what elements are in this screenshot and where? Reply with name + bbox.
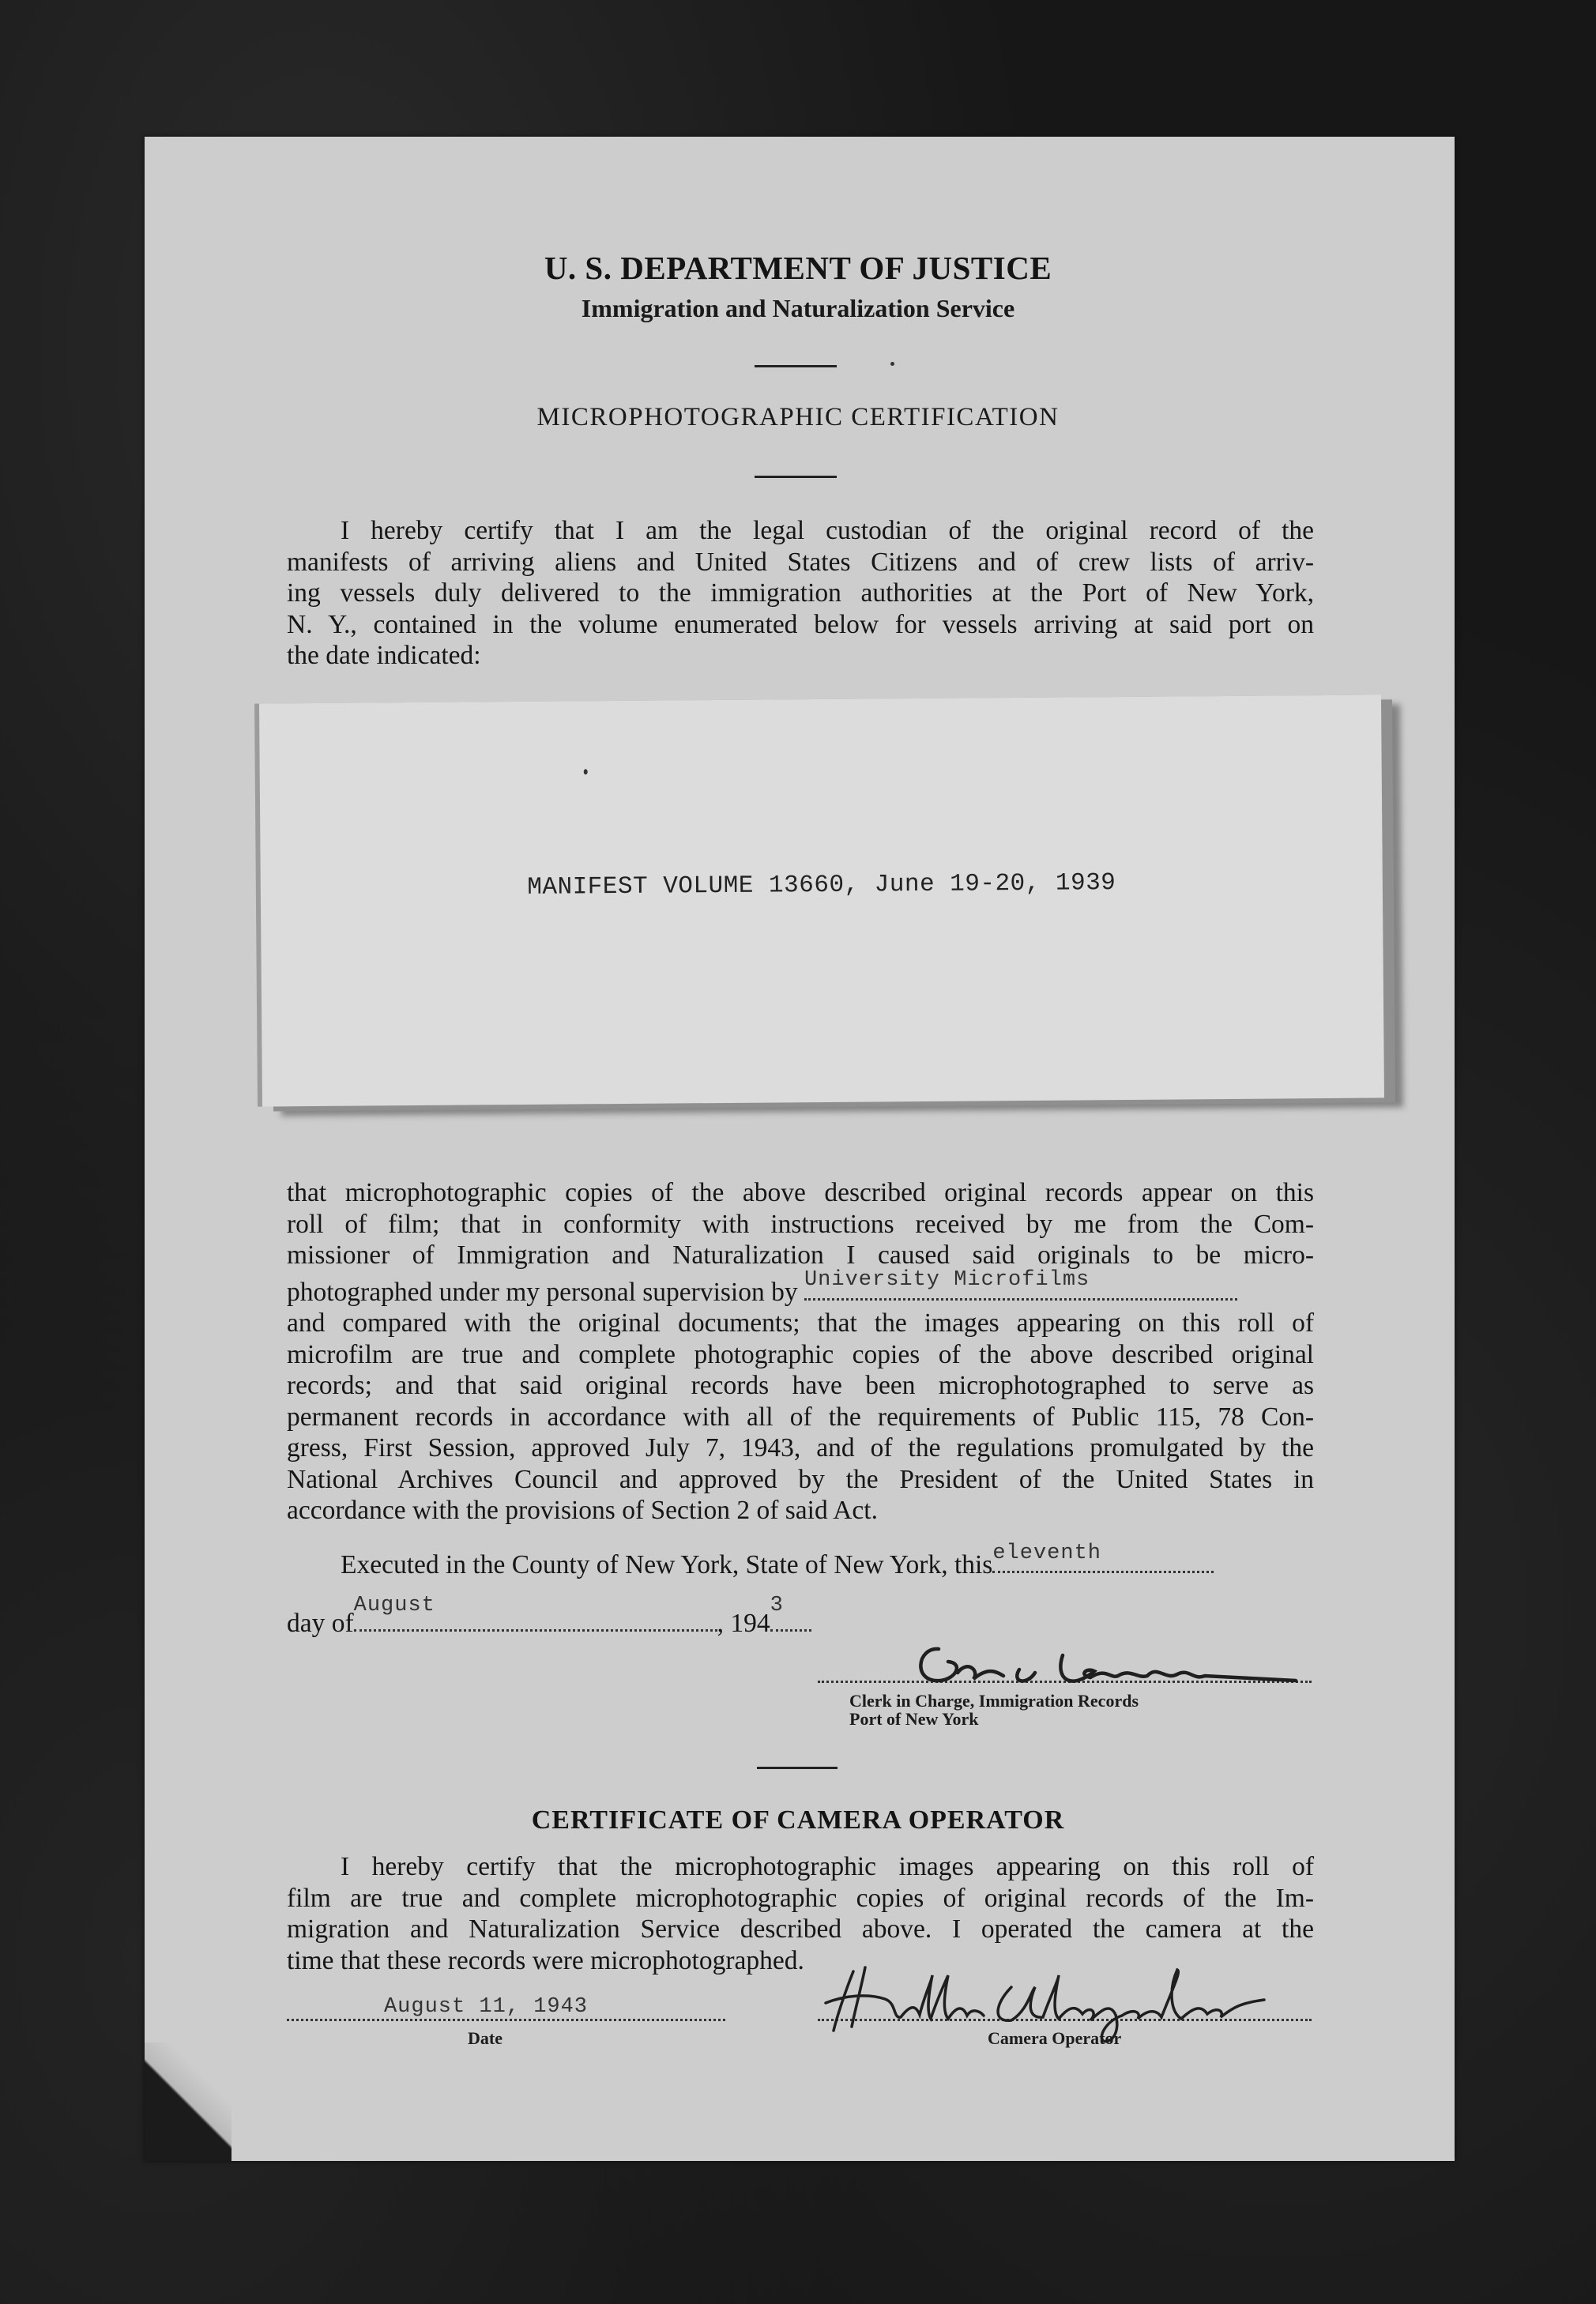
supervision-prefix: photographed under my personal supervision by bbox=[287, 1277, 798, 1307]
certification-title: MICROPHOTOGRAPHIC CERTIFICATION bbox=[536, 403, 1060, 431]
intro-paragraph bbox=[287, 515, 1314, 672]
body-line: gress, First Session, approved July 7, 1943, and of the regulations promulgated by the bbox=[287, 1433, 1314, 1463]
service-subheading: Immigration and Naturalization Service bbox=[581, 294, 1015, 322]
manifest-slip bbox=[259, 695, 1384, 1106]
year-prefix: , 194 bbox=[717, 1609, 770, 1638]
date-signature-line bbox=[287, 2019, 725, 2021]
intro-line: N. Y., contained in the volume enumerated below for vessels arriving at said port on bbox=[287, 609, 1314, 639]
supervision-line bbox=[287, 1268, 1314, 1308]
year-field bbox=[770, 1593, 811, 1632]
body-line: missioner of Immigration and Naturalization I caused said originals to be micro- bbox=[287, 1240, 1314, 1270]
body-line: permanent records in accordance with all of the requirements of Public 115, 78 Con- bbox=[287, 1402, 1314, 1432]
body-paragraph bbox=[287, 1177, 1314, 1527]
body-line: records; and that said original records have been microphotographed to serve as bbox=[287, 1371, 1314, 1400]
clerk-title-line2: Port of New York bbox=[849, 1709, 979, 1729]
body-line: accordance with the provisions of Section 2 of said Act. bbox=[287, 1496, 878, 1525]
year-typed: 3 bbox=[770, 1593, 784, 1617]
execution-text-line bbox=[287, 1541, 1314, 1581]
clerk-signature bbox=[901, 1624, 1312, 1699]
month-field bbox=[353, 1593, 717, 1632]
operator-line: migration and Naturalization Service described above. I operated the camera at the bbox=[287, 1914, 1314, 1944]
manifest-volume-text: MANIFEST VOLUME 13660, June 19-20, 1939 bbox=[527, 869, 1116, 902]
intro-line: I hereby certify that I am the legal custodian of the original record of the bbox=[341, 516, 1314, 545]
operator-date-typed: August 11, 1943 bbox=[383, 1995, 589, 2019]
dust-speck bbox=[890, 362, 894, 366]
body-line: roll of film; that in conformity with instructions received by me from the Com- bbox=[287, 1209, 1314, 1239]
execution-prefix: Executed in the County of New York, State of New York, this bbox=[341, 1550, 993, 1579]
day-field bbox=[992, 1541, 1214, 1573]
operator-certificate-title: CERTIFICATE OF CAMERA OPERATOR bbox=[531, 1805, 1065, 1835]
supervisor-typed: University Microfilms bbox=[804, 1268, 1090, 1292]
department-heading: U. S. DEPARTMENT OF JUSTICE bbox=[544, 250, 1052, 286]
divider-rule bbox=[755, 365, 837, 367]
operator-label: Camera Operator bbox=[988, 2028, 1122, 2048]
body-line: and compared with the original documents; that the images appearing on this roll of bbox=[287, 1308, 1314, 1338]
divider-rule bbox=[755, 476, 837, 478]
month-typed: August bbox=[353, 1593, 435, 1617]
intro-line: ing vessels duly delivered to the immigration authorities at the Port of New York, bbox=[287, 578, 1314, 608]
clerk-title-line1: Clerk in Charge, Immigration Records bbox=[849, 1691, 1139, 1711]
operator-line: film are true and complete microphotographic copies of original records of the Im- bbox=[287, 1883, 1314, 1913]
supervisor-field bbox=[804, 1268, 1237, 1301]
operator-line: I hereby certify that the microphotographic images appearing on this roll of bbox=[341, 1852, 1314, 1881]
divider-rule bbox=[757, 1767, 838, 1769]
dust-speck bbox=[584, 769, 588, 774]
folded-corner bbox=[145, 2042, 231, 2161]
intro-line: manifests of arriving aliens and United States Citizens and of crew lists of arriv- bbox=[287, 547, 1314, 577]
execution-line bbox=[287, 1541, 1314, 1581]
intro-line: the date indicated: bbox=[287, 641, 481, 670]
operator-line: time that these records were microphotographed. bbox=[287, 1945, 804, 1975]
day-typed: eleventh bbox=[992, 1541, 1101, 1565]
day-of-label: day of bbox=[287, 1609, 354, 1638]
date-label: Date bbox=[468, 2028, 503, 2048]
body-line: National Archives Council and approved by the President of the United States in bbox=[287, 1464, 1314, 1494]
body-line: that microphotographic copies of the above described original records appear on this bbox=[287, 1178, 1314, 1207]
body-line: microfilm are true and complete photographic copies of the above described original bbox=[287, 1339, 1314, 1369]
